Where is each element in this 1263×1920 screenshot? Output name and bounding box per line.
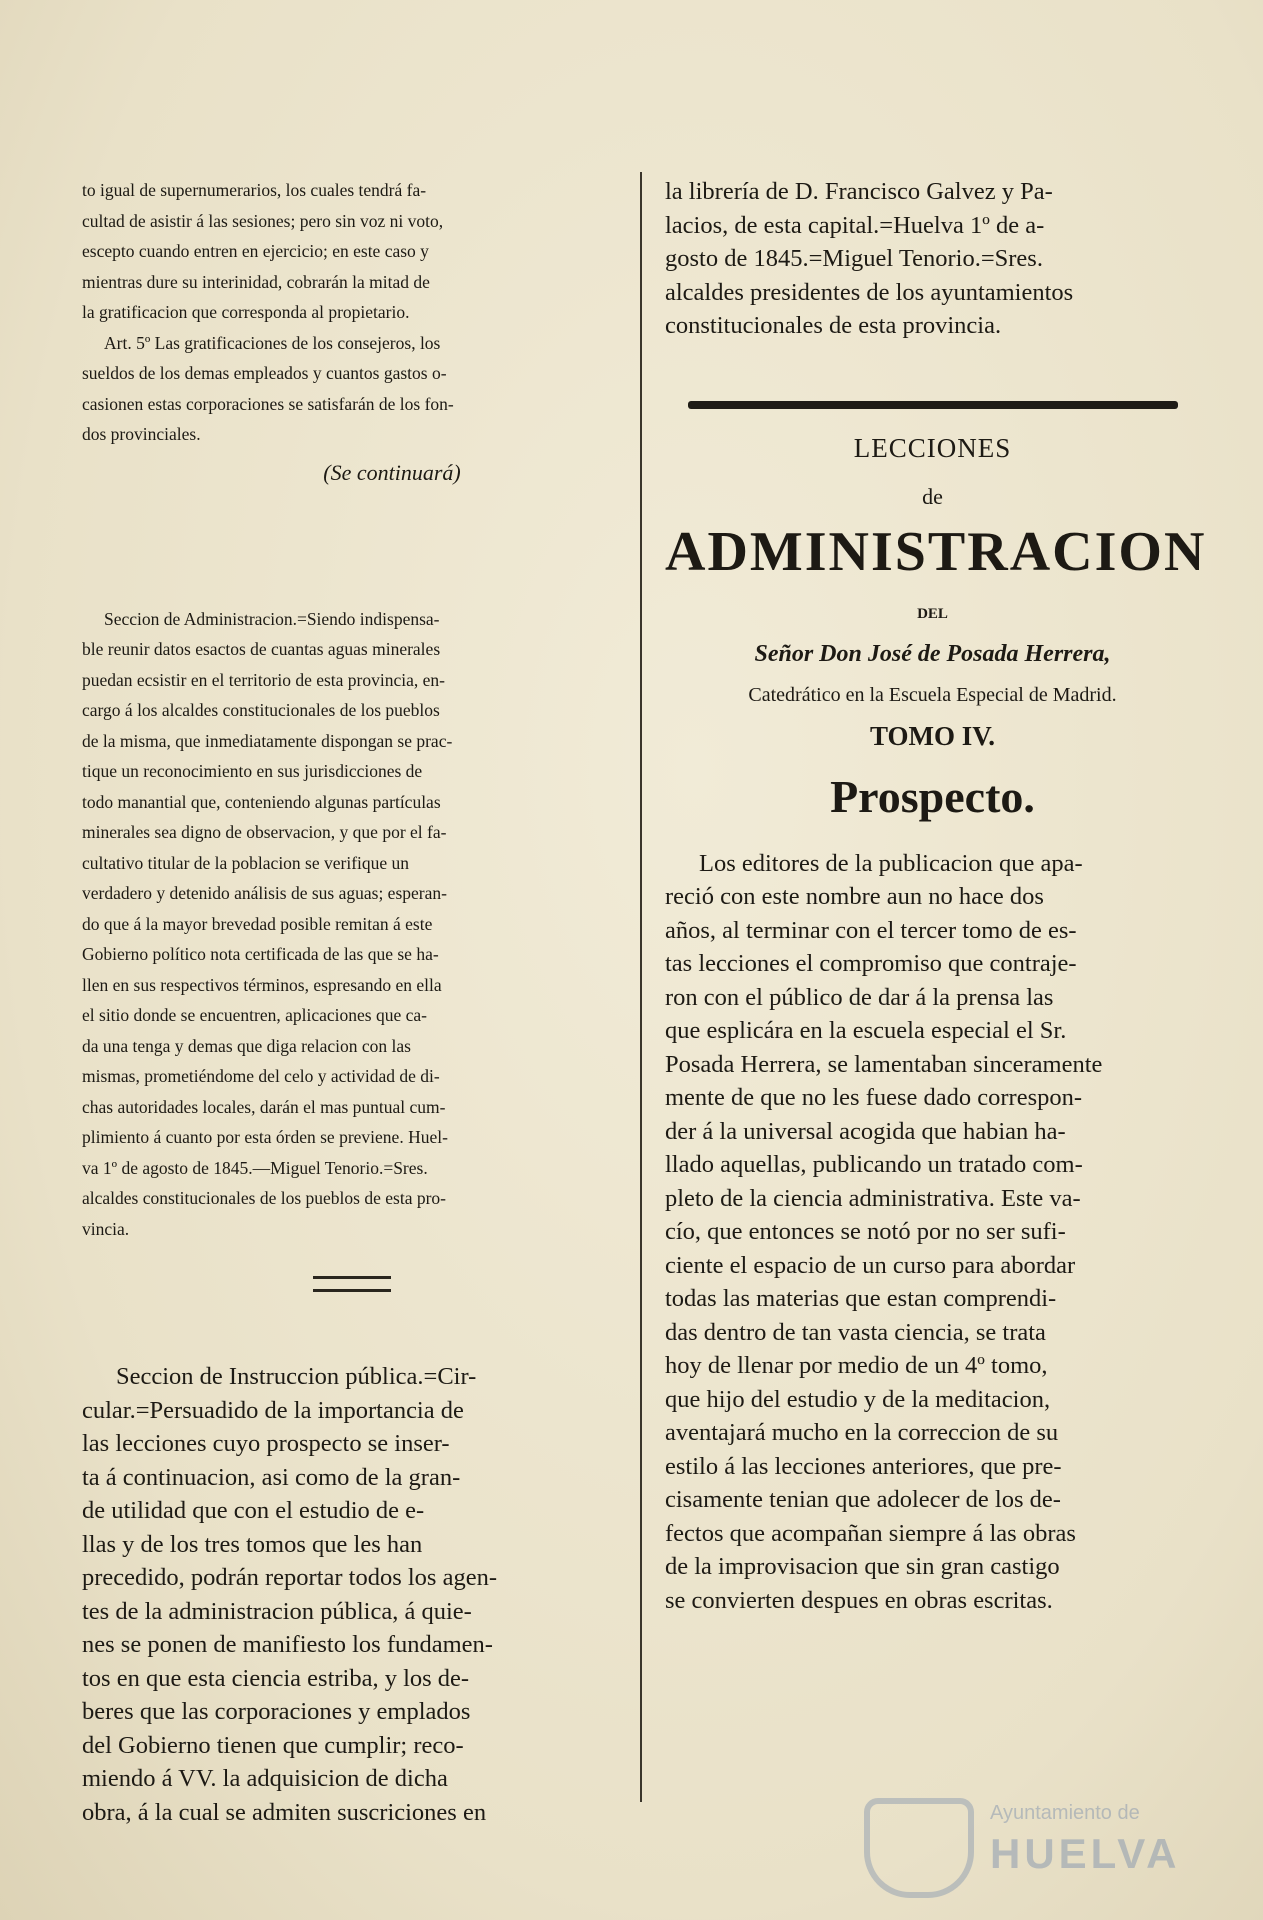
text-line: der á la universal acogida que habian ha- (665, 1117, 1066, 1145)
column-divider (640, 172, 642, 1802)
text-line: beres que las corporaciones y emplados (82, 1698, 471, 1725)
text-line: chas autoridades locales, darán el mas puntual cum- (82, 1096, 446, 1117)
text-line: constitucionales de esta provincia. (665, 312, 1002, 339)
text-line: Seccion de Administracion.=Siendo indispensa- (104, 608, 440, 629)
text-line: va 1º de agosto de 1845.—Miguel Tenorio.=Sres. (82, 1157, 428, 1178)
heading-rule (688, 401, 1178, 409)
text-line: plimiento á cuanto por esta órden se previene. Huel- (82, 1127, 448, 1147)
text-line: Gobierno político nota certificada de las que se ha- (82, 944, 439, 964)
text-line: que esplicára en la escuela especial el Sr. (665, 1017, 1067, 1044)
text-line: alcaldes constitucionales de los pueblos de esta pro- (82, 1188, 446, 1208)
text-line: hoy de llenar por medio de un 4º tomo, (665, 1352, 1048, 1379)
heading-del: DEL (917, 605, 948, 622)
text-line: llen en sus respectivos términos, espresando en ella (82, 974, 442, 995)
text-line: llado aquellas, publicando un tratado com- (665, 1151, 1083, 1178)
text-line: mismas, prometiéndome del celo y actividad de di- (82, 1066, 440, 1086)
text-line: el sitio donde se encuentren, aplicaciones que ca- (82, 1005, 427, 1025)
text-line: años, al terminar con el tercer tomo de es- (665, 916, 1077, 944)
text-line: las lecciones cuyo prospecto se inser- (82, 1430, 450, 1457)
text-line: do que á la mayor brevedad posible remitan á este (82, 913, 433, 934)
text-line: cultativo titular de la poblacion se verifique un (82, 852, 410, 873)
continuara-note: (Se continuará) (323, 459, 461, 485)
text-line: aventajará mucho en la correccion de su (665, 1419, 1059, 1446)
continued-paragraph (82, 175, 622, 328)
text-line: reció con este nombre aun no hace dos (665, 883, 1044, 910)
text-line: cisamente tenian que adolecer de los de- (665, 1486, 1061, 1513)
text-line: casionen estas corporaciones se satisfarán de los fon- (82, 393, 454, 414)
text-line: tas lecciones el compromiso que contraje- (665, 950, 1077, 977)
text-line: sueldos de los demas empleados y cuantos gastos o- (82, 363, 447, 383)
text-line: ron con el público de dar á la prensa las (665, 983, 1054, 1011)
text-line: tes de la administracion pública, á quie- (82, 1597, 472, 1625)
text-line: cío, que entonces se notó por no ser sufi- (665, 1218, 1066, 1245)
text-line: lacios, de esta capital.=Huelva 1º de a- (665, 211, 1045, 239)
heading-lecciones: LECCIONES (853, 432, 1012, 463)
prospecto-heading: Prospecto. (830, 770, 1035, 822)
text-line: minerales sea digno de observacion, y que por el fa- (82, 822, 447, 842)
text-line: precedido, podrán reportar todos los agen- (82, 1564, 497, 1591)
article-5 (82, 328, 622, 450)
text-line: mente de que no les fuese dado correspon- (665, 1084, 1083, 1111)
text-line: escepto cuando entren en ejercicio; en este caso y (82, 241, 429, 261)
text-line: alcaldes presidentes de los ayuntamientos (665, 278, 1074, 306)
text-line: todas las materias que estan comprendi- (665, 1285, 1057, 1312)
text-line: vincia. (82, 1218, 130, 1239)
watermark-line1: Ayuntamiento de (990, 1802, 1140, 1824)
text-line: puedan ecsistir en el territorio de esta provincia, en- (82, 669, 445, 690)
text-line: tique un reconocimiento en sus jurisdicciones de (82, 761, 423, 781)
section-rule (313, 1276, 391, 1292)
text-line: de la improvisacion que sin gran castigo (665, 1553, 1060, 1580)
text-line: Los editores de la publicacion que apa- (699, 849, 1083, 877)
text-line: to igual de supernumerarios, los cuales tendrá fa- (82, 180, 427, 200)
instruccion-continuation (665, 175, 1200, 343)
text-line: estilo á las lecciones anteriores, que pre- (665, 1452, 1062, 1480)
huelva-seal-icon (864, 1798, 974, 1898)
text-line: ble reunir datos esactos de cuantas aguas minerales (82, 639, 441, 659)
text-line: nes se ponen de manifiesto los fundamen- (82, 1631, 493, 1658)
text-line: Posada Herrera, se lamentaban sinceramente (665, 1050, 1103, 1078)
watermark-line2: HUELVA (990, 1830, 1181, 1877)
text-line: Seccion de Instruccion pública.=Cir- (116, 1363, 477, 1390)
text-line: de utilidad que con el estudio de e- (82, 1497, 425, 1524)
text-line: todo manantial que, conteniendo algunas partículas (82, 791, 441, 812)
text-line: de la misma, que inmediatamente dispongan se prac- (82, 730, 453, 751)
text-line: cular.=Persuadido de la importancia de (82, 1396, 464, 1424)
author-title: Catedrático en la Escuela Especial de Madrid. (748, 683, 1117, 706)
archive-watermark (862, 1798, 1202, 1898)
text-line: das dentro de tan vasta ciencia, se trata (665, 1318, 1046, 1346)
left-column (82, 175, 622, 1829)
text-line: pleto de la ciencia administrativa. Este va- (665, 1184, 1081, 1212)
prospecto-body (665, 847, 1200, 1618)
text-line: que hijo del estudio y de la meditacion, (665, 1385, 1051, 1413)
text-line: Art. 5º Las gratificaciones de los consejeros, los (104, 332, 441, 353)
text-line: obra, á la cual se admiten suscriciones en (82, 1798, 487, 1826)
seccion-instruccion (82, 1360, 622, 1829)
text-line: la gratificacion que corresponda al propietario. (82, 302, 410, 322)
text-line: ta á continuacion, asi como de la gran- (82, 1463, 461, 1491)
text-line: tos en que esta ciencia estriba, y los de- (82, 1664, 470, 1692)
volume-label: TOMO IV. (869, 720, 996, 751)
text-line: verdadero y detenido análisis de sus aguas; esperan- (82, 883, 447, 903)
text-line: del Gobierno tienen que cumplir; reco- (82, 1731, 464, 1759)
text-line: cargo á los alcaldes constitucionales de los pueblos (82, 700, 440, 720)
author-name: Señor Don José de Posada Herrera, (754, 640, 1111, 667)
text-line: mientras dure su interinidad, cobrarán la mitad de (82, 271, 430, 292)
text-line: la librería de D. Francisco Galvez y Pa- (665, 178, 1053, 205)
heading-administracion: ADMINISTRACION (665, 520, 1207, 583)
text-line: fectos que acompañan siempre á las obras (665, 1519, 1076, 1547)
text-line: dos provinciales. (82, 424, 201, 444)
text-line: miendo á VV. la adquisicion de dicha (82, 1765, 448, 1792)
text-line: llas y de los tres tomos que les han (82, 1530, 423, 1558)
text-line: cultad de asistir á las sesiones; pero sin voz ni voto, (82, 210, 444, 231)
text-line: gosto de 1845.=Miguel Tenorio.=Sres. (665, 245, 1043, 272)
seccion-administracion (82, 604, 622, 1245)
text-line: se convierten despues en obras escritas. (665, 1586, 1053, 1614)
text-line: da una tenga y demas que diga relacion con las (82, 1035, 411, 1056)
heading-de: de (922, 483, 943, 509)
text-line: ciente el espacio de un curso para abordar (665, 1251, 1076, 1279)
right-column (665, 175, 1207, 1617)
